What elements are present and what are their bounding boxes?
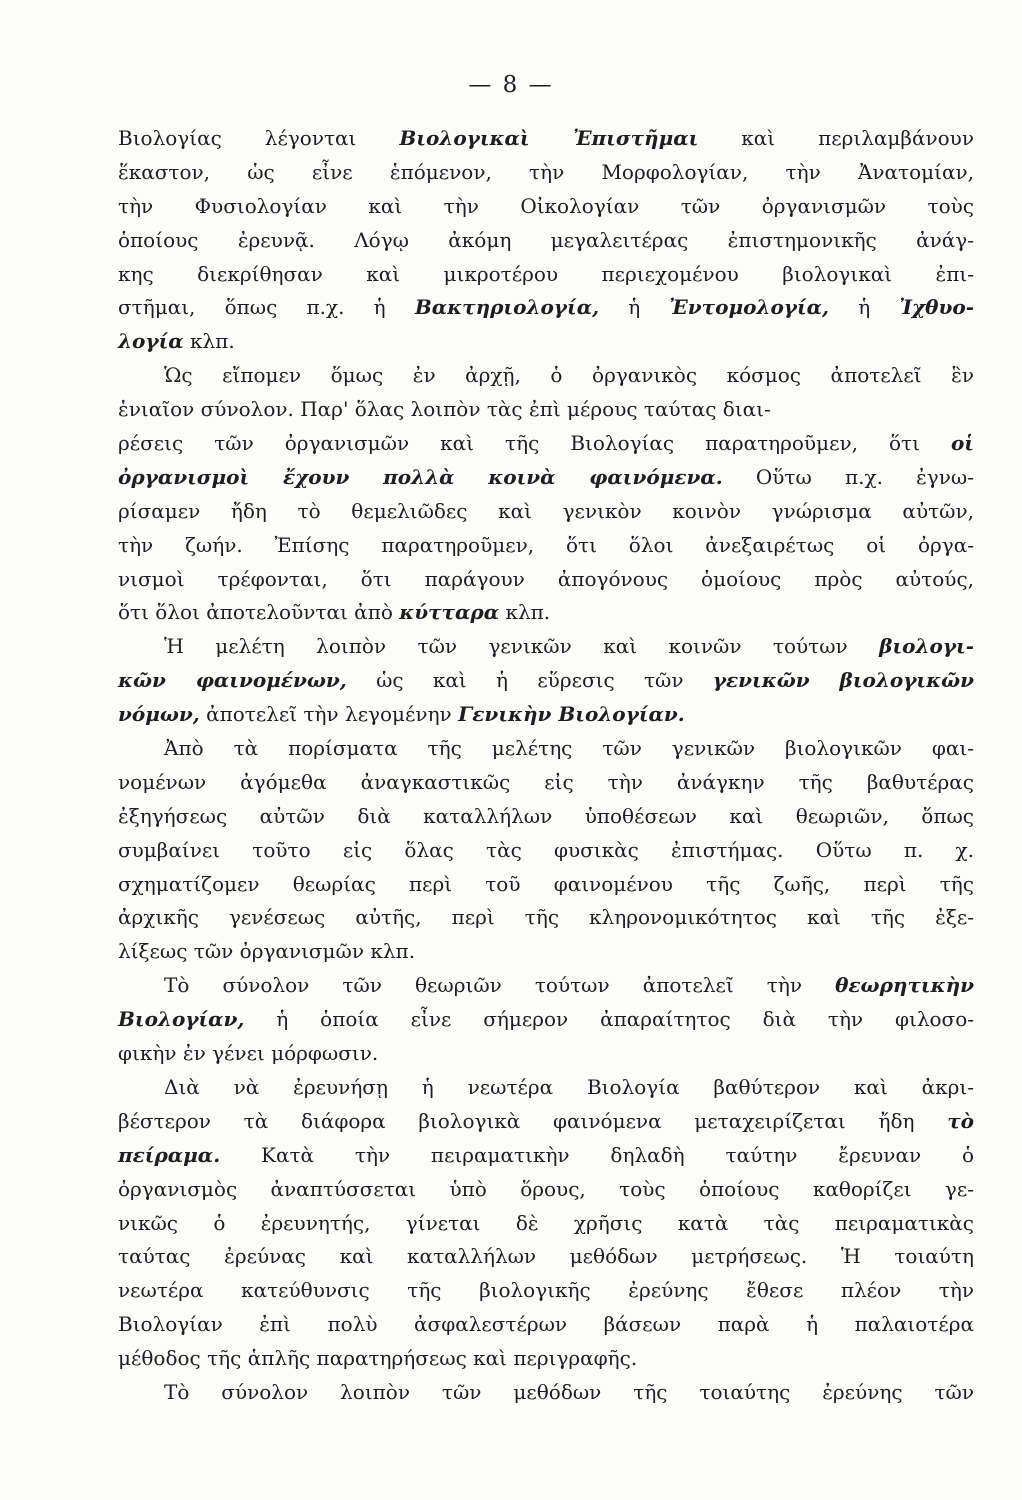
text-line bbox=[118, 698, 974, 732]
text-segment: συμβαίνει τοῦτο εἰς ὅλας τὰς φυσικὰς ἐπιστήμας. Οὕτω π. χ. bbox=[118, 837, 974, 862]
text-segment: ταύτας ἐρεύνας καὶ καταλλήλων μεθόδων μετρήσεως. Ἡ τοιαύτη bbox=[118, 1244, 974, 1269]
text-line bbox=[118, 969, 974, 1003]
text-line bbox=[118, 800, 974, 834]
text-segment: ἐξηγήσεως αὐτῶν διὰ καταλλήλων ὑποθέσεων καὶ θεωριῶν, ὅπως bbox=[118, 803, 974, 828]
text-line bbox=[118, 291, 974, 325]
text-segment: νισμοὶ τρέφονται, ὅτι παράγουν ἀπογόνους ὁμοίους πρὸς αὐτούς, bbox=[118, 566, 974, 591]
emphasized-term: λογία bbox=[118, 329, 184, 354]
text-line bbox=[118, 1274, 974, 1308]
text-line bbox=[118, 732, 974, 766]
text-line bbox=[118, 393, 974, 427]
text-segment: Βιολογίας λέγονται bbox=[118, 126, 400, 150]
emphasized-term: γενικῶν βιολογικῶν bbox=[712, 668, 975, 693]
emphasized-term: Βιολογικαὶ Ἐπιστῆμαι bbox=[399, 126, 699, 150]
text-line bbox=[118, 630, 974, 664]
text-segment: Τὸ σύνολον λοιπὸν τῶν μεθόδων τῆς τοιαύτης ἐρεύνης τῶν bbox=[164, 1379, 974, 1404]
text-line bbox=[118, 1071, 974, 1105]
text-line bbox=[118, 258, 974, 292]
text-line bbox=[118, 495, 974, 529]
text-segment: νεωτέρα κατεύθυνσις τῆς βιολογικῆς ἐρεύνης ἔθεσε πλέον τὴν bbox=[118, 1278, 974, 1303]
text-segment: Ὡς εἴπομεν ὅμως ἐν ἀρχῇ, ὁ ὀργανικὸς κόσμος ἀποτελεῖ ἓν bbox=[164, 363, 974, 388]
text-segment: ἀποτελεῖ τὴν λεγομένην bbox=[199, 702, 459, 727]
emphasized-term: Βακτηριολογία, bbox=[414, 295, 600, 320]
text-segment: ἡ bbox=[829, 295, 900, 320]
text-segment: τὴν ζωήν. Ἐπίσης παρατηροῦμεν, ὅτι ὅλοι ἀνεξαιρέτως οἱ ὀργα- bbox=[118, 532, 974, 557]
emphasized-term: νόμων, bbox=[118, 702, 200, 727]
text-line bbox=[118, 156, 974, 190]
text-segment: ἀρχικῆς γενέσεως αὐτῆς, περὶ τῆς κληρονομικότητος καὶ τῆς ἐξε- bbox=[118, 905, 974, 930]
text-line bbox=[118, 1376, 974, 1410]
emphasized-term: ὀργανισμοὶ ἔχουν πολλὰ κοινὰ φαινόμενα. bbox=[118, 464, 723, 489]
text-segment: ὁποίους ἐρευνᾷ. Λόγῳ ἀκόμη μεγαλειτέρας ἐπιστημονικῆς ἀνάγ- bbox=[118, 227, 974, 252]
text-line bbox=[118, 1308, 974, 1342]
text-segment: ρίσαμεν ἤδη τὸ θεμελιῶδες καὶ γενικὸν κοινὸν γνώρισμα αὐτῶν, bbox=[118, 498, 974, 523]
text-segment: νικῶς ὁ ἐρευνητής, γίνεται δὲ χρῆσις κατὰ τὰς πειραματικὰς bbox=[118, 1210, 974, 1235]
text-line bbox=[118, 935, 974, 969]
text-line bbox=[118, 664, 974, 698]
text-segment: ρέσεις τῶν ὀργανισμῶν καὶ τῆς Βιολογίας παρατηροῦμεν, ὅτι bbox=[118, 431, 951, 456]
text-line bbox=[118, 901, 974, 935]
text-line bbox=[118, 427, 974, 461]
text-line bbox=[118, 1003, 974, 1037]
emphasized-term: Ἐντομολογία, bbox=[669, 295, 830, 320]
emphasized-term: Βιολογίαν, bbox=[118, 1007, 245, 1032]
emphasized-term: οἱ bbox=[950, 431, 974, 456]
emphasized-term: θεωρητικὴν bbox=[835, 973, 974, 998]
text-segment: ὡς καὶ ἡ εὕρεσις τῶν bbox=[346, 668, 713, 693]
text-segment: στῆμαι, ὅπως π.χ. ἡ bbox=[118, 295, 415, 320]
text-line bbox=[118, 1240, 974, 1274]
text-line bbox=[118, 596, 974, 630]
text-line bbox=[118, 868, 974, 902]
emphasized-term: κύτταρα bbox=[399, 600, 500, 625]
text-segment: φικὴν ἐν γένει μόρφωσιν. bbox=[118, 1041, 379, 1066]
text-segment: Ἡ μελέτη λοιπὸν τῶν γενικῶν καὶ κοινῶν τούτων bbox=[164, 634, 880, 659]
text-line bbox=[118, 529, 974, 563]
text-segment: κλπ. bbox=[183, 329, 235, 354]
text-line bbox=[118, 359, 974, 393]
text-segment: ὅτι ὅλοι ἀποτελοῦνται ἀπὸ bbox=[118, 600, 400, 625]
text-segment: Διὰ νὰ ἐρευνήσῃ ἡ νεωτέρα Βιολογία βαθύτερον καὶ ἀκρι- bbox=[164, 1074, 974, 1099]
text-line bbox=[118, 325, 974, 359]
text-segment: τὴν Φυσιολογίαν καὶ τὴν Οἰκολογίαν τῶν ὀργανισμῶν τοὺς bbox=[118, 193, 974, 218]
text-line bbox=[118, 461, 974, 495]
text-line bbox=[118, 1037, 974, 1071]
text-line bbox=[118, 834, 974, 868]
text-segment: Οὕτω π.χ. ἐγνω- bbox=[722, 464, 974, 489]
text-segment: ἡ bbox=[599, 295, 670, 320]
text-line bbox=[118, 766, 974, 800]
text-segment: ὀργανισμὸς ἀναπτύσσεται ὑπὸ ὅρους, τοὺς ὁποίους καθορίζει γε- bbox=[118, 1176, 974, 1201]
page-number: — 8 — bbox=[468, 72, 554, 98]
text-segment: νομένων ἀγόμεθα ἀναγκαστικῶς εἰς τὴν ἀνάγκην τῆς βαθυτέρας bbox=[118, 769, 974, 794]
text-segment: μέθοδος τῆς ἁπλῆς παρατηρήσεως καὶ περιγραφῆς. bbox=[118, 1346, 638, 1371]
text-segment: ἑνιαῖον σύνολον. Παρ' ὅλας λοιπὸν τὰς ἐπὶ μέρους ταύτας διαι- bbox=[118, 397, 771, 422]
text-line bbox=[118, 563, 974, 597]
emphasized-term: Γενικὴν Βιολογίαν. bbox=[458, 702, 685, 727]
text-segment: κης διεκρίθησαν καὶ μικροτέρου περιεχομένου βιολογικαὶ ἐπι- bbox=[118, 261, 974, 286]
emphasized-term: Ἰχθυο- bbox=[899, 295, 974, 320]
text-segment: καὶ περιλαμβάνουν bbox=[698, 126, 974, 150]
text-segment: ἕκαστον, ὡς εἶνε ἑπόμενον, τὴν Μορφολογίαν, τὴν Ἀνατομίαν, bbox=[118, 159, 974, 184]
text-segment: Βιολογίαν ἐπὶ πολὺ ἀσφαλεστέρων βάσεων παρὰ ἡ παλαιοτέρα bbox=[118, 1312, 974, 1337]
text-segment: Τὸ σύνολον τῶν θεωριῶν τούτων ἀποτελεῖ τὴν bbox=[164, 973, 836, 998]
text-line bbox=[118, 1342, 974, 1376]
text-segment: Ἀπὸ τὰ πορίσματα τῆς μελέτης τῶν γενικῶν βιολογικῶν φαι- bbox=[164, 736, 974, 761]
emphasized-term: πείραμα. bbox=[118, 1142, 221, 1167]
text-segment: λίξεως τῶν ὀργανισμῶν κλπ. bbox=[118, 939, 416, 964]
text-segment: σχηματίζομεν θεωρίας περὶ τοῦ φαινομένου τῆς ζωῆς, περὶ τῆς bbox=[118, 871, 974, 896]
emphasized-term: βιολογι- bbox=[879, 634, 974, 659]
emphasized-term: κῶν φαινομένων, bbox=[118, 668, 347, 693]
text-segment: Κατὰ τὴν πειραματικὴν δηλαδὴ ταύτην ἔρευναν ὁ bbox=[220, 1142, 974, 1167]
text-line bbox=[118, 1139, 974, 1173]
text-segment: κλπ. bbox=[499, 600, 551, 625]
text-line bbox=[118, 122, 974, 156]
text-line bbox=[118, 1207, 974, 1241]
text-line bbox=[118, 224, 974, 258]
text-segment: ἡ ὁποία εἶνε σήμερον ἀπαραίτητος διὰ τὴν φιλοσο- bbox=[244, 1007, 974, 1032]
text-line bbox=[118, 1105, 974, 1139]
text-segment: βέστερον τὰ διάφορα βιολογικὰ φαινόμενα μεταχειρίζεται ἤδη bbox=[118, 1108, 948, 1133]
emphasized-term: τὸ bbox=[947, 1108, 974, 1133]
body-text bbox=[118, 122, 974, 1410]
text-line bbox=[118, 1173, 974, 1207]
text-line bbox=[118, 190, 974, 224]
